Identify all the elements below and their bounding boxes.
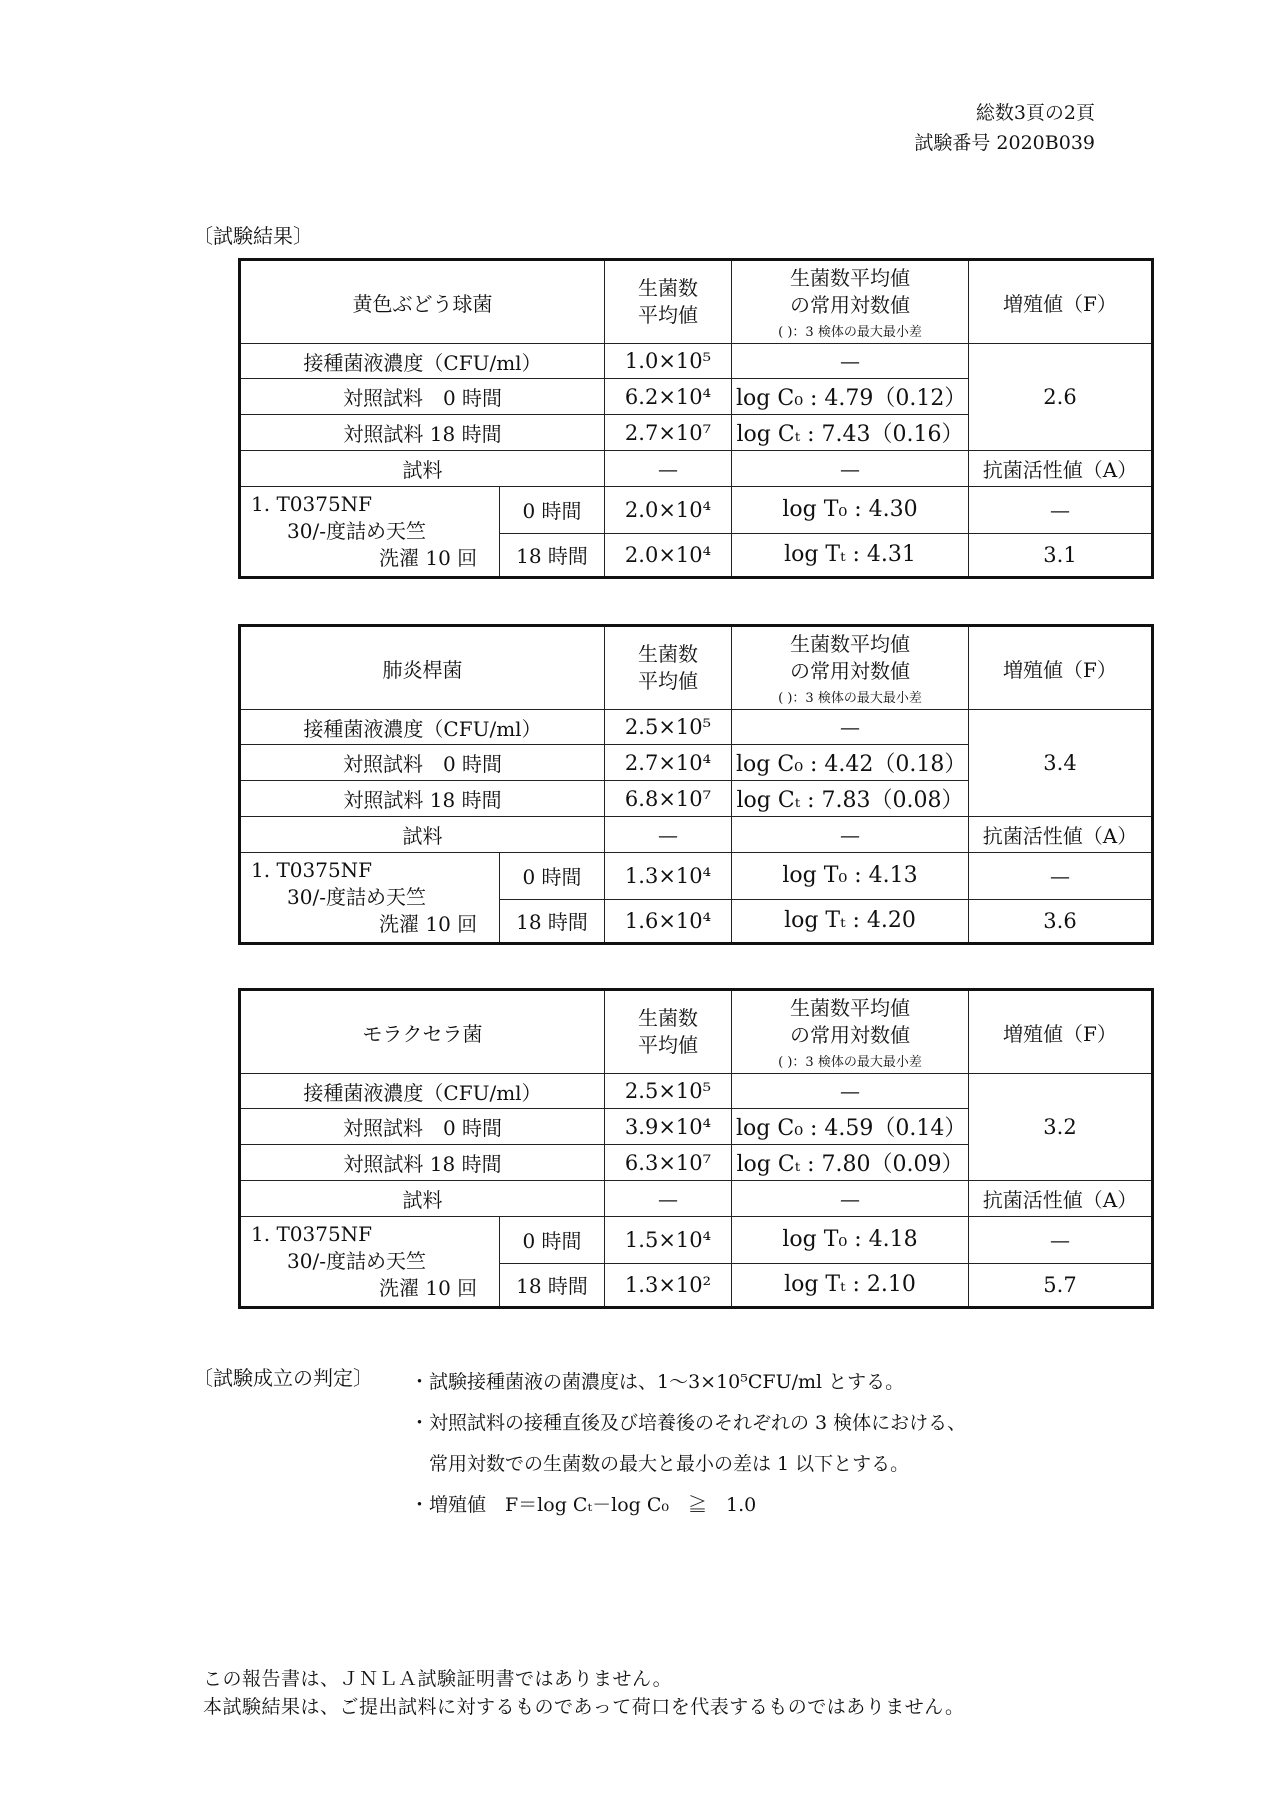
time-18h: 18 時間 [500,899,605,943]
footer-note: 本試験結果は、ご提出試料に対するものであって荷口を代表するものではありません。 [203,1696,965,1718]
judgement-item: ・対照試料の接種直後及び培養後のそれぞれの 3 検体における、 [410,1412,967,1434]
control-18h-log: log Cₜ : 7.80（0.09） [732,1145,969,1181]
activity-header: 抗菌活性値（A） [969,451,1153,487]
inoculum-label: 接種菌液濃度（CFU/ml） [240,710,605,745]
sample-0h-count: 2.0×10⁴ [605,487,732,534]
organism-name: 肺炎桿菌 [240,626,605,710]
time-0h: 0 時間 [500,853,605,900]
count-header: 生菌数 平均値 [605,260,732,344]
control-18h-count: 2.7×10⁷ [605,415,732,451]
sample-18h-log: log Tₜ : 4.31 [732,533,969,577]
sample-label: 試料 [240,1181,605,1217]
sample-name: 1. T0375NF 30/-度詰め天竺 洗濯 10 回 [240,1217,500,1308]
dash: — [605,817,732,853]
sample-label: 試料 [240,817,605,853]
control-0h-log: log C₀ : 4.42（0.18） [732,745,969,781]
control-18h-label: 対照試料 18 時間 [240,781,605,817]
test-number: 試験番号 2020B039 [914,132,1095,154]
sample-name: 1. T0375NF 30/-度詰め天竺 洗濯 10 回 [240,487,500,578]
control-0h-label: 対照試料 0 時間 [240,379,605,415]
inoculum-count: 2.5×10⁵ [605,710,732,745]
growth-header: 増殖値（F） [969,260,1153,344]
control-18h-count: 6.8×10⁷ [605,781,732,817]
control-0h-count: 2.7×10⁴ [605,745,732,781]
results-table-1 [238,258,1154,579]
inoculum-count: 2.5×10⁵ [605,1074,732,1109]
control-0h-label: 対照試料 0 時間 [240,745,605,781]
sample-18h-log: log Tₜ : 4.20 [732,899,969,943]
results-table-3 [238,988,1154,1309]
control-0h-label: 対照試料 0 時間 [240,1109,605,1145]
results-table-2 [238,624,1154,945]
dash: — [732,1074,969,1109]
control-18h-log: log Cₜ : 7.83（0.08） [732,781,969,817]
organism-name: モラクセラ菌 [240,990,605,1074]
judgement-item: ・増殖値 F＝log Cₜ－log C₀ ≧ 1.0 [410,1494,757,1516]
judgement-item: 常用対数での生菌数の最大と最小の差は 1 以下とする。 [410,1453,910,1475]
dash: — [605,1181,732,1217]
inoculum-count: 1.0×10⁵ [605,344,732,379]
control-0h-log: log C₀ : 4.59（0.14） [732,1109,969,1145]
sample-0h-log: log T₀ : 4.30 [732,487,969,534]
judgement-items [410,1362,966,1526]
control-18h-label: 対照試料 18 時間 [240,1145,605,1181]
time-0h: 0 時間 [500,487,605,534]
control-18h-log: log Cₜ : 7.43（0.16） [732,415,969,451]
activity-value: 3.6 [969,899,1153,943]
growth-header: 増殖値（F） [969,990,1153,1074]
control-0h-count: 3.9×10⁴ [605,1109,732,1145]
sample-18h-count: 1.3×10² [605,1263,732,1307]
sample-label: 試料 [240,451,605,487]
dash: — [605,451,732,487]
control-0h-log: log C₀ : 4.79（0.12） [732,379,969,415]
inoculum-label: 接種菌液濃度（CFU/ml） [240,1074,605,1109]
dash: — [969,853,1153,900]
page-header [914,98,1095,158]
footer-notes [203,1665,964,1721]
control-18h-label: 対照試料 18 時間 [240,415,605,451]
growth-value: 3.4 [969,710,1153,817]
sample-0h-log: log T₀ : 4.18 [732,1217,969,1264]
judgement-label: 〔試験成立の判定〕 [193,1366,373,1390]
growth-header: 増殖値（F） [969,626,1153,710]
sample-name: 1. T0375NF 30/-度詰め天竺 洗濯 10 回 [240,853,500,944]
page-count: 総数3頁の2頁 [975,102,1095,124]
sample-18h-count: 2.0×10⁴ [605,533,732,577]
inoculum-label: 接種菌液濃度（CFU/ml） [240,344,605,379]
time-18h: 18 時間 [500,1263,605,1307]
dash: — [732,817,969,853]
sample-18h-log: log Tₜ : 2.10 [732,1263,969,1307]
judgement-item: ・試験接種菌液の菌濃度は、1〜3×10⁵CFU/ml とする。 [410,1371,905,1393]
dash: — [732,710,969,745]
count-header: 生菌数 平均値 [605,990,732,1074]
activity-header: 抗菌活性値（A） [969,1181,1153,1217]
time-0h: 0 時間 [500,1217,605,1264]
control-18h-count: 6.3×10⁷ [605,1145,732,1181]
control-0h-count: 6.2×10⁴ [605,379,732,415]
sample-18h-count: 1.6×10⁴ [605,899,732,943]
dash: — [969,1217,1153,1264]
dash: — [732,344,969,379]
growth-value: 2.6 [969,344,1153,451]
activity-header: 抗菌活性値（A） [969,817,1153,853]
time-18h: 18 時間 [500,533,605,577]
organism-name: 黄色ぶどう球菌 [240,260,605,344]
growth-value: 3.2 [969,1074,1153,1181]
log-header: 生菌数平均値 の常用対数値 ( )：3 検体の最大最小差 [732,260,969,344]
dash: — [732,451,969,487]
dash: — [732,1181,969,1217]
log-header: 生菌数平均値 の常用対数値 ( )：3 検体の最大最小差 [732,626,969,710]
log-header: 生菌数平均値 の常用対数値 ( )：3 検体の最大最小差 [732,990,969,1074]
sample-0h-log: log T₀ : 4.13 [732,853,969,900]
sample-0h-count: 1.3×10⁴ [605,853,732,900]
results-section-title: 〔試験結果〕 [193,224,313,248]
count-header: 生菌数 平均値 [605,626,732,710]
sample-0h-count: 1.5×10⁴ [605,1217,732,1264]
footer-note: この報告書は、ＪＮＬＡ試験証明書ではありません。 [203,1668,673,1690]
dash: — [969,487,1153,534]
activity-value: 5.7 [969,1263,1153,1307]
activity-value: 3.1 [969,533,1153,577]
